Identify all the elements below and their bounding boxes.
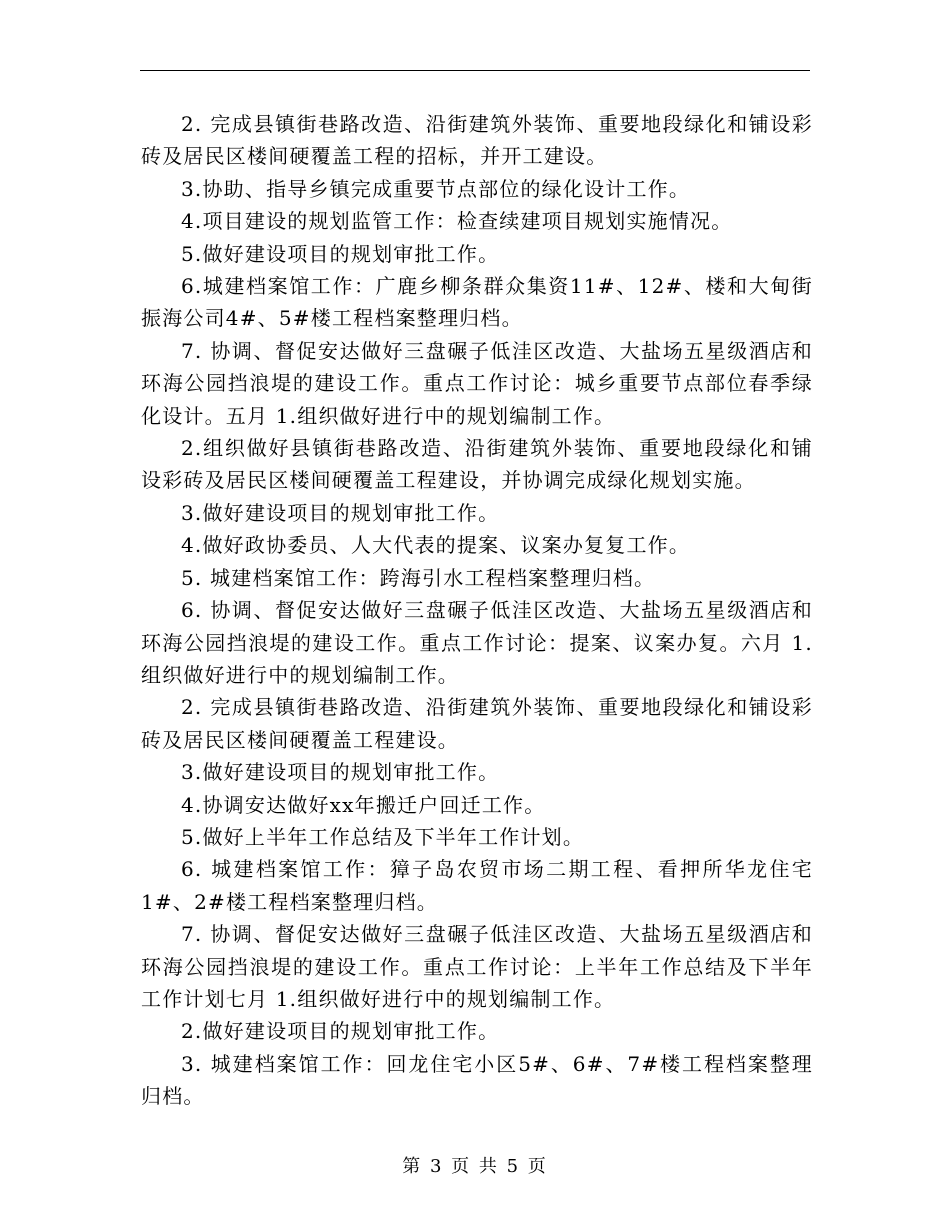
paragraph: 4.项目建设的规划监管工作：检查续建项目规划实施情况。 xyxy=(181,209,733,234)
page-number: 第 3 页 共 5 页 xyxy=(402,1156,548,1177)
paragraph: 5.做好建设项目的规划审批工作。 xyxy=(181,241,500,266)
paragraph: 2. 完成县镇街巷路改造、沿街建筑外装饰、重要地段绿化和铺设彩砖及居民区楼间硬覆盖工程建设。 xyxy=(141,695,813,752)
paragraph: 7. 协调、督促安达做好三盘碾子低洼区改造、大盐场五星级酒店和环海公园挡浪堤的建设工作。重点工作讨论：上半年工作总结及下半年工作计划七月 1.组织做好进行中的规划编制工作。 xyxy=(141,922,813,1011)
paragraph: 3. 城建档案馆工作：回龙住宅小区5#、6#、7#楼工程档案整理归档。 xyxy=(141,1051,813,1109)
paragraph: 2.做好建设项目的规划审批工作。 xyxy=(181,1019,500,1044)
paragraph: 3.协助、指导乡镇完成重要节点部位的绿化设计工作。 xyxy=(181,176,691,201)
paragraph: 2. 完成县镇街巷路改造、沿街建筑外装饰、重要地段绿化和铺设彩砖及居民区楼间硬覆盖工程的招标，并开工建设。 xyxy=(141,112,813,169)
paragraph: 6.城建档案馆工作：广鹿乡柳条群众集资11#、12#、楼和大甸街振海公司4#、5#楼工程档案整理归档。 xyxy=(141,274,813,331)
paragraph: 6. 城建档案馆工作：獐子岛农贸市场二期工程、看押所华龙住宅1#、2#楼工程档案整理归档。 xyxy=(141,857,813,914)
header-rule xyxy=(140,70,810,71)
paragraph: 2.组织做好县镇街巷路改造、沿街建筑外装饰、重要地段绿化和铺设彩砖及居民区楼间硬覆盖工程建设，并协调完成绿化规划实施。 xyxy=(141,436,813,493)
paragraph: 6. 协调、督促安达做好三盘碾子低洼区改造、大盐场五星级酒店和环海公园挡浪堤的建设工作。重点工作讨论：提案、议案办复。六月 1.组织做好进行中的规划编制工作。 xyxy=(141,598,813,687)
paragraph: 5. 城建档案馆工作：跨海引水工程档案整理归档。 xyxy=(181,565,656,590)
paragraph: 3.做好建设项目的规划审批工作。 xyxy=(181,760,500,785)
paragraph: 7. 协调、督促安达做好三盘碾子低洼区改造、大盐场五星级酒店和环海公园挡浪堤的建设工作。重点工作讨论：城乡重要节点部位春季绿化设计。五月 1.组织做好进行中的规划编制工作。 xyxy=(141,338,813,428)
paragraph: 5.做好上半年工作总结及下半年工作计划。 xyxy=(181,824,585,849)
paragraph: 4.做好政协委员、人大代表的提案、议案办复复工作。 xyxy=(181,533,691,558)
paragraph: 4.协调安达做好xx年搬迁户回迁工作。 xyxy=(181,792,546,817)
document-body xyxy=(141,108,813,1113)
paragraph: 3.做好建设项目的规划审批工作。 xyxy=(181,500,500,525)
